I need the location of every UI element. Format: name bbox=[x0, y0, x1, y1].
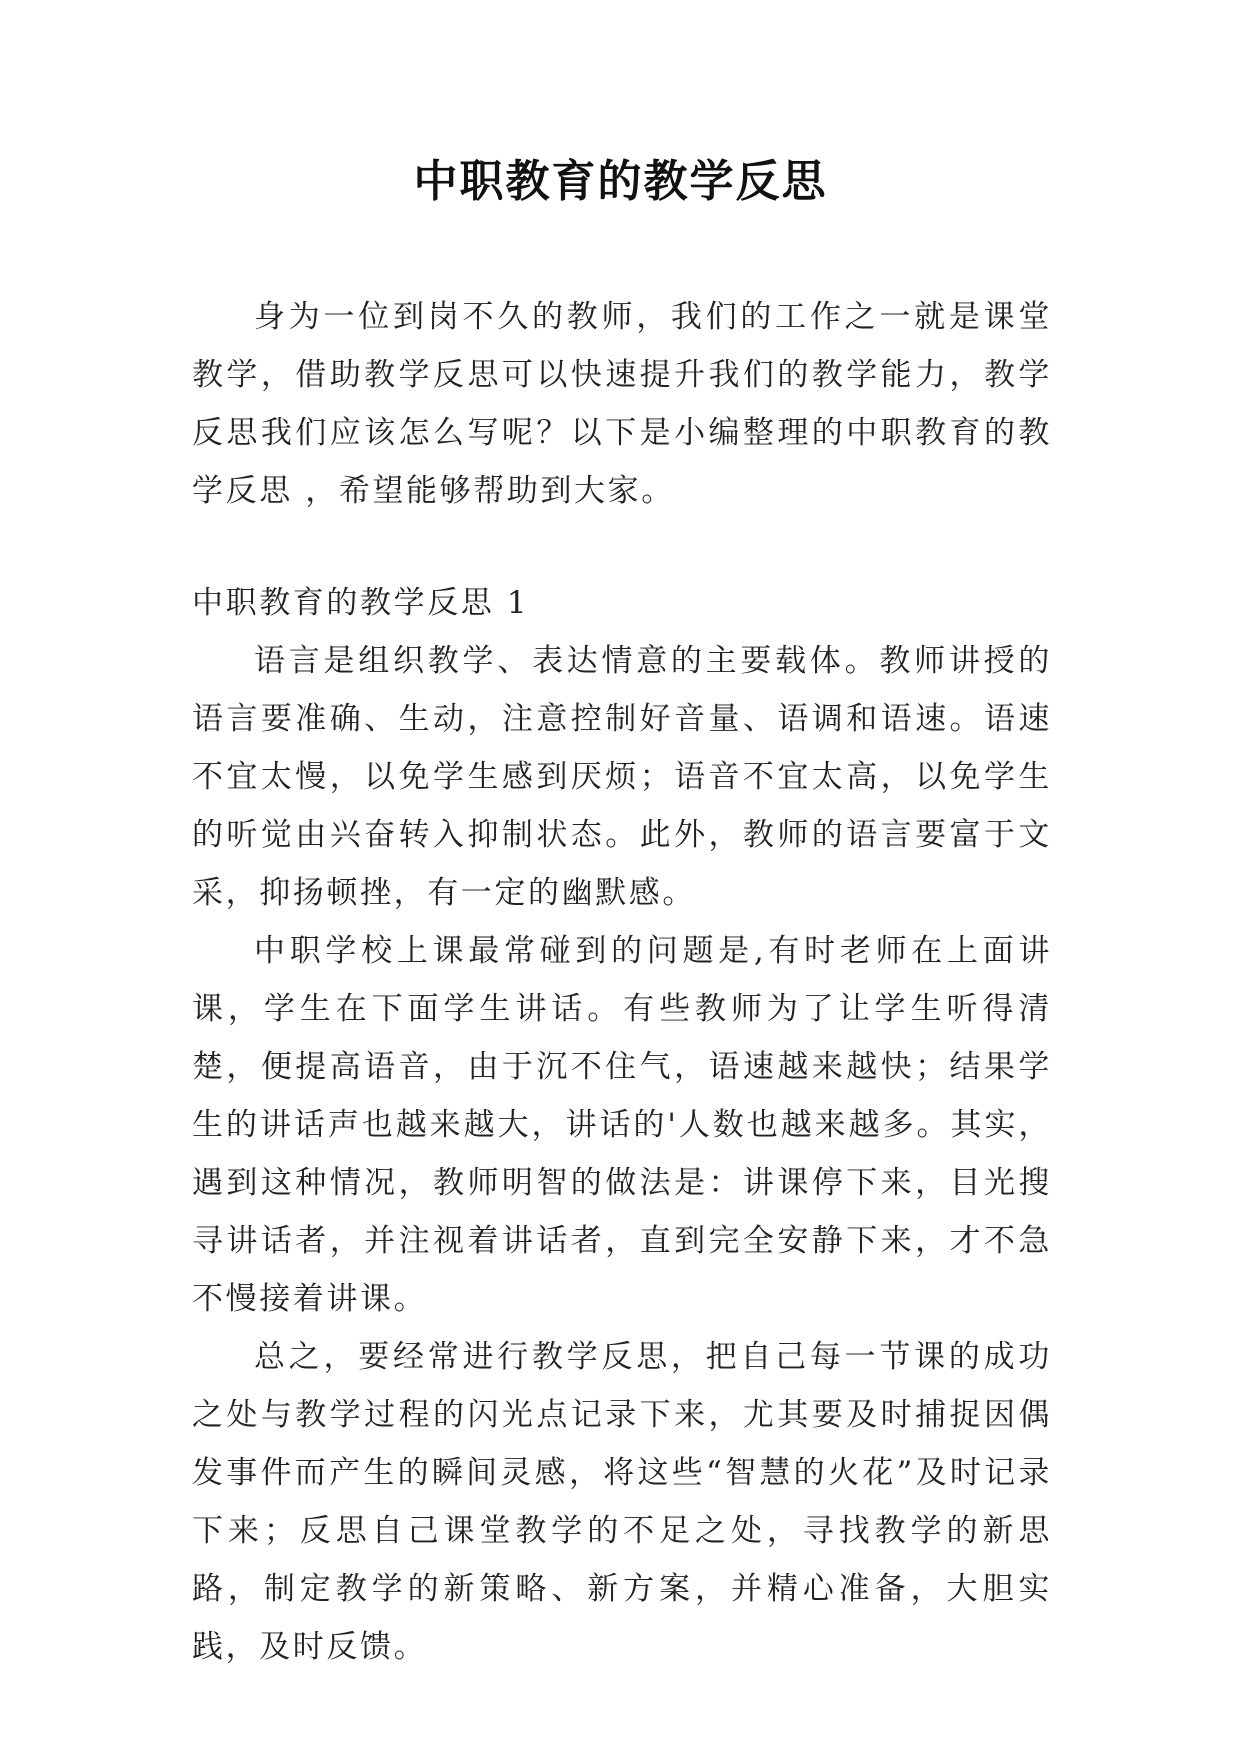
body-section bbox=[192, 574, 1052, 1676]
section-heading: 中职教育的教学反思 1 bbox=[192, 585, 530, 621]
body-paragraph-1: 语言是组织教学、表达情意的主要载体。教师讲授的语言要准确、生动，注意控制好音量、语调和语速。语速不宜太慢，以免学生感到厌烦；语音不宜太高，以免学生的听觉由兴奋转入抑制状态。此外，教师的语言要富于文采，抑扬顿挫，有一定的幽默感。 bbox=[192, 643, 1052, 911]
body-paragraph-2: 中职学校上课最常碰到的问题是,有时老师在上面讲课，学生在下面学生讲话。有些教师为了让学生听得清楚，便提高语音，由于沉不住气，语速越来越快；结果学生的讲话声也越来越大，讲话的'人数也越来越多。其实，遇到这种情况，教师明智的做法是：讲课停下来，目光搜寻讲话者，并注视着讲话者，直到完全安静下来，才不急不慢接着讲课。 bbox=[192, 933, 1052, 1317]
body-paragraph-3: 总之，要经常进行教学反思，把自己每一节课的成功之处与教学过程的闪光点记录下来，尤其要及时捕捉因偶发事件而产生的瞬间灵感，将这些“智慧的火花”及时记录下来；反思自己课堂教学的不足之处，寻找教学的新思路，制定教学的新策略、新方案，并精心准备，大胆实践，及时反馈。 bbox=[192, 1339, 1052, 1665]
intro-paragraph: 身为一位到岗不久的教师，我们的工作之一就是课堂教学，借助教学反思可以快速提升我们的教学能力，教学反思我们应该怎么写呢？以下是小编整理的中职教育的教学反思 ，希望能够帮助到大家。 bbox=[192, 299, 1052, 509]
intro-section bbox=[192, 288, 1052, 520]
document-title: 中职教育的教学反思 bbox=[413, 156, 828, 207]
